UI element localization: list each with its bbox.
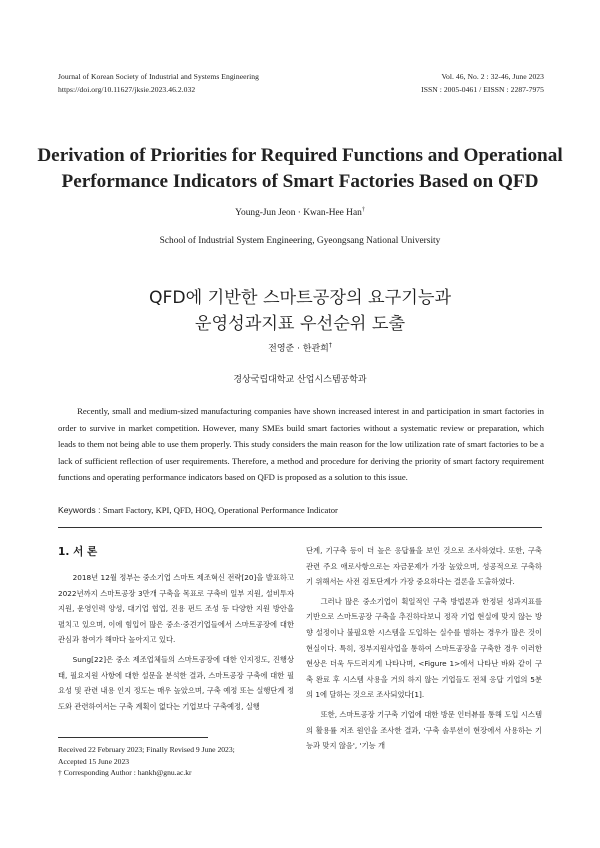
- issue-header: [421, 70, 544, 96]
- korean-author-names: 전영준 · 한관희: [268, 344, 329, 354]
- section-heading-introduction: 1. 서 론: [58, 546, 98, 558]
- journal-name: Journal of Korean Society of Industrial and Systems Engineering: [58, 72, 259, 81]
- volume-info: Vol. 46, No. 2 : 32-46, June 2023: [441, 72, 544, 81]
- left-column: [58, 570, 294, 714]
- footnote-divider: [58, 737, 208, 738]
- intro-paragraph-2: Sung[22]은 중소 제조업체들의 스마트공장에 대한 인지정도, 진행상태, 필요지원 사항에 대한 설문을 분석한 결과, 스마트공장 구축에 대한 필요성 및 관련 내용 인지 정도는 매우 높았으며, 구축 예정 또는 실행단계 정도와 관련하여서는 구축 계획이 없다는 기업보다 구축예정, 실행: [58, 654, 294, 711]
- journal-header: [58, 70, 259, 96]
- intro-paragraph-4: 또한, 스마트공장 기구축 기업에 대한 방문 인터뷰를 통해 도입 시스템의 활용률 저조 원인을 조사한 결과, '구축 솔루션이 현장에서 사용하는 기능과 맞지 않음', '기능 개: [306, 709, 542, 751]
- keywords-values: Smart Factory, KPI, QFD, HOQ, Operational Performance Indicator: [102, 505, 338, 515]
- footnote-dagger: †: [58, 768, 62, 777]
- issn-info: ISSN : 2005-0461 / EISSN : 2287-7975: [421, 85, 544, 94]
- right-column: [306, 543, 542, 754]
- korean-title-line2: 운영성과지표 우선순위 도출: [194, 314, 406, 334]
- accepted-date: Accepted 15 June 2023: [58, 756, 130, 766]
- keywords-label: Keywords :: [58, 505, 101, 515]
- received-date: Received 22 February 2023; Finally Revised 9 June 2023;: [58, 745, 235, 754]
- footnote-dates: [58, 744, 235, 767]
- english-title-line1: Derivation of Priorities for Required Functions and Operational: [37, 145, 563, 166]
- intro-paragraph-2-cont: 단계, 기구축 등이 더 높은 응답률을 보인 것으로 조사하였다. 또한, 구축 관련 주요 애로사항으로는 자금문제가 가장 높았으며, 성공적으로 구축하기 위해서는 사전 검토단계가 가장 중요하다는 결론을 도출하였다.: [306, 546, 542, 587]
- english-authors: [0, 207, 600, 218]
- section-divider: [58, 527, 542, 528]
- korean-title-line1: QFD에 기반한 스마트공장의 요구기능과: [148, 288, 452, 308]
- korean-authors: [0, 341, 600, 354]
- corresponding-author: Corresponding Author : hankh@gnu.ac.kr: [63, 768, 192, 777]
- english-title: [30, 143, 570, 195]
- abstract: Recently, small and medium-sized manufacturing companies have shown increased interest in and participation in smart factories in order to survive in market competition. However, many SMEs build smart factories without a systematic review or preparation, which leads to them not being able to use them properly. This study considers the main reason for the low utilization rate of smart factories to be a lack of sufficient reflection of user requirements. Therefore, a method and procedure for deriving the priority of smart factory requirement functions and operating performance indicators based on QFD is proposed as a solution to this issue.: [58, 406, 544, 483]
- english-author-names: Young-Jun Jeon · Kwan-Hee Han: [235, 208, 362, 218]
- corresponding-dagger: †: [361, 207, 365, 213]
- korean-corresponding-dagger: †: [328, 342, 332, 349]
- intro-paragraph-1: 2018년 12월 정부는 중소기업 스마트 제조혁신 전략[20]을 발표하고 2022년까지 스마트공장 3만개 구축을 목표로 구축비 일부 지원, 설비투자 지원, 운영인력 양성, 대기업 협업, 진용 펀드 조성 등 다양한 지원 방안을 펼치고 있으며, 이에 힘입어 많은 중소·중견기업들에서 스마트공장에 대한 관심과 참여가 해마다 높아지고 있다.: [58, 573, 294, 645]
- intro-paragraph-3: 그러나 많은 중소기업이 획일적인 구축 방법론과 한정된 성과지표를 기반으로 스마트공장 구축을 추진하다보니 정작 기업 현실에 맞지 않는 방향 설정이나 불필요한 시스템을 도입하는 실수를 범하는 경우가 많은 것이 현실이다. 특히, 정부지원사업을 통하여 스마트공장을 구축한 경우 이러한 현상은 더욱 두드러지게 나타나며, <Figure 1>에서 나타난 바와 같이 구축 완료 후 시스템 사용을 거의 하지 않는 기업들도 전체 응답 기업의 5분의 1에 달하는 것으로 조사되었다[1].: [306, 596, 542, 700]
- footnote-corresponding: [58, 767, 192, 779]
- keywords: [58, 505, 544, 515]
- korean-title: [0, 285, 600, 337]
- english-affiliation: School of Industrial System Engineering, Gyeongsang National University: [159, 236, 441, 246]
- english-title-line2: Performance Indicators of Smart Factories Based on QFD: [61, 171, 539, 192]
- korean-affiliation: 경상국립대학교 산업시스템공학과: [233, 375, 367, 385]
- doi-link[interactable]: https://doi.org/10.11627/jksie.2023.46.2.032: [58, 85, 196, 94]
